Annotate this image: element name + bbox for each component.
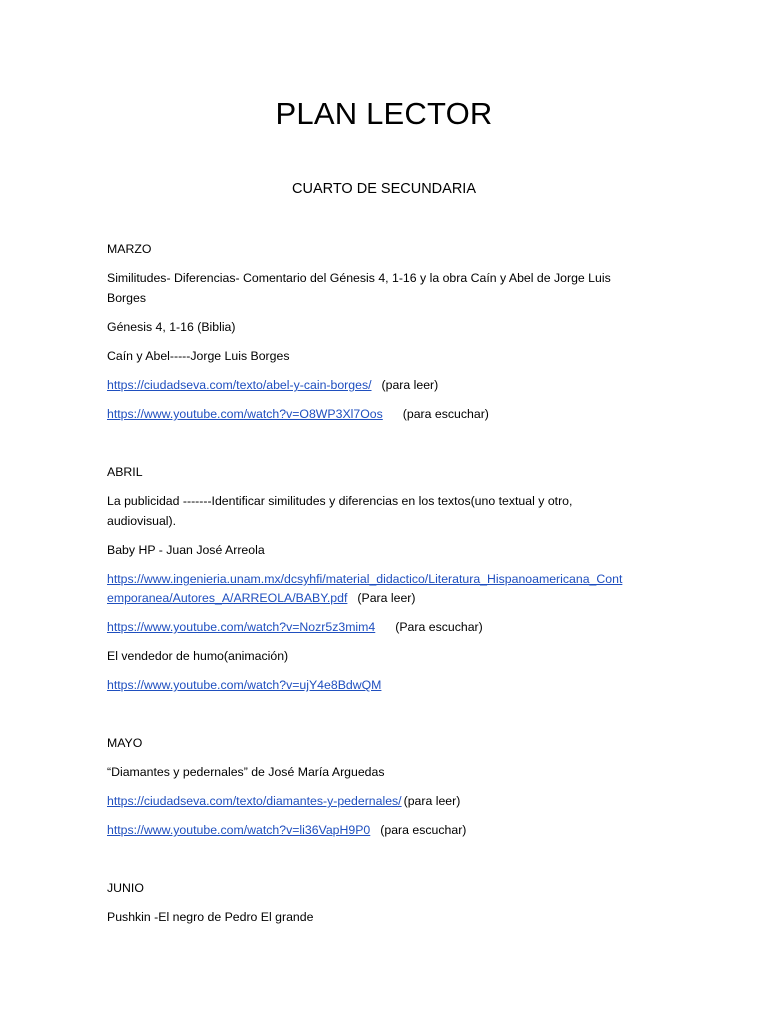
- abril-link-youtube-2[interactable]: https://www.youtube.com/watch?v=ujY4e8BdwQM: [107, 678, 382, 692]
- mayo-reading-diamantes: “Diamantes y pedernales” de José María Arguedas: [107, 765, 385, 779]
- marzo-link-row-2: [107, 404, 667, 424]
- junio-reading-pushkin: Pushkin -El negro de Pedro El grande: [107, 910, 314, 924]
- mayo-link1-note: (para leer): [403, 794, 461, 808]
- page-title: PLAN LECTOR: [275, 96, 493, 131]
- mayo-link2-note: (para escuchar): [380, 823, 467, 837]
- abril-link-unam-part1[interactable]: https://www.ingenieria.unam.mx/dcsyhfi/material_didactico/Literatura_Hispanoamericana_Cont: [107, 572, 623, 586]
- marzo-reading-genesis: Génesis 4, 1-16 (Biblia): [107, 320, 236, 334]
- marzo-link-row-1: [107, 375, 667, 395]
- mayo-link-youtube[interactable]: https://www.youtube.com/watch?v=li36VapH9P0: [107, 823, 371, 837]
- abril-link-row-1a: [107, 569, 667, 589]
- abril-link-row-2: [107, 617, 667, 637]
- mayo-link-ciudadseva[interactable]: https://ciudadseva.com/texto/diamantes-y-pedernales/: [107, 794, 402, 808]
- month-heading-junio: JUNIO: [107, 881, 144, 895]
- abril-link1-note: (Para leer): [357, 591, 416, 605]
- marzo-description-line2: Borges: [107, 291, 146, 305]
- month-heading-marzo: MARZO: [107, 242, 152, 256]
- abril-description-line2: audiovisual).: [107, 514, 177, 528]
- abril-link-row-1b: [107, 588, 667, 608]
- marzo-link1-note: (para leer): [381, 378, 439, 392]
- abril-reading-vendedor-humo: El vendedor de humo(animación): [107, 649, 289, 663]
- abril-link-row-3: [107, 675, 667, 695]
- abril-reading-baby-hp: Baby HP - Juan José Arreola: [107, 543, 265, 557]
- marzo-link-youtube[interactable]: https://www.youtube.com/watch?v=O8WP3Xl7Oos: [107, 407, 383, 421]
- month-heading-mayo: MAYO: [107, 736, 143, 750]
- abril-link2-note: (Para escuchar): [395, 620, 483, 634]
- marzo-link-ciudadseva[interactable]: https://ciudadseva.com/texto/abel-y-cain-borges/: [107, 378, 372, 392]
- marzo-description-line1: Similitudes- Diferencias- Comentario del Génesis 4, 1-16 y la obra Caín y Abel de Jorge Luis: [107, 271, 611, 285]
- abril-link-youtube-1[interactable]: https://www.youtube.com/watch?v=Nozr5z3mim4: [107, 620, 376, 634]
- month-heading-abril: ABRIL: [107, 465, 143, 479]
- mayo-link-row-1: [107, 791, 667, 811]
- marzo-reading-cain-abel: Caín y Abel-----Jorge Luis Borges: [107, 349, 290, 363]
- abril-link-unam-part2[interactable]: emporanea/Autores_A/ARREOLA/BABY.pdf: [107, 591, 348, 605]
- marzo-link2-note: (para escuchar): [402, 407, 489, 421]
- mayo-link-row-2: [107, 820, 667, 840]
- page-subtitle: CUARTO DE SECUNDARIA: [292, 181, 476, 197]
- abril-description-line1: La publicidad -------Identificar similitudes y diferencias en los textos(uno textual y otro,: [107, 494, 573, 508]
